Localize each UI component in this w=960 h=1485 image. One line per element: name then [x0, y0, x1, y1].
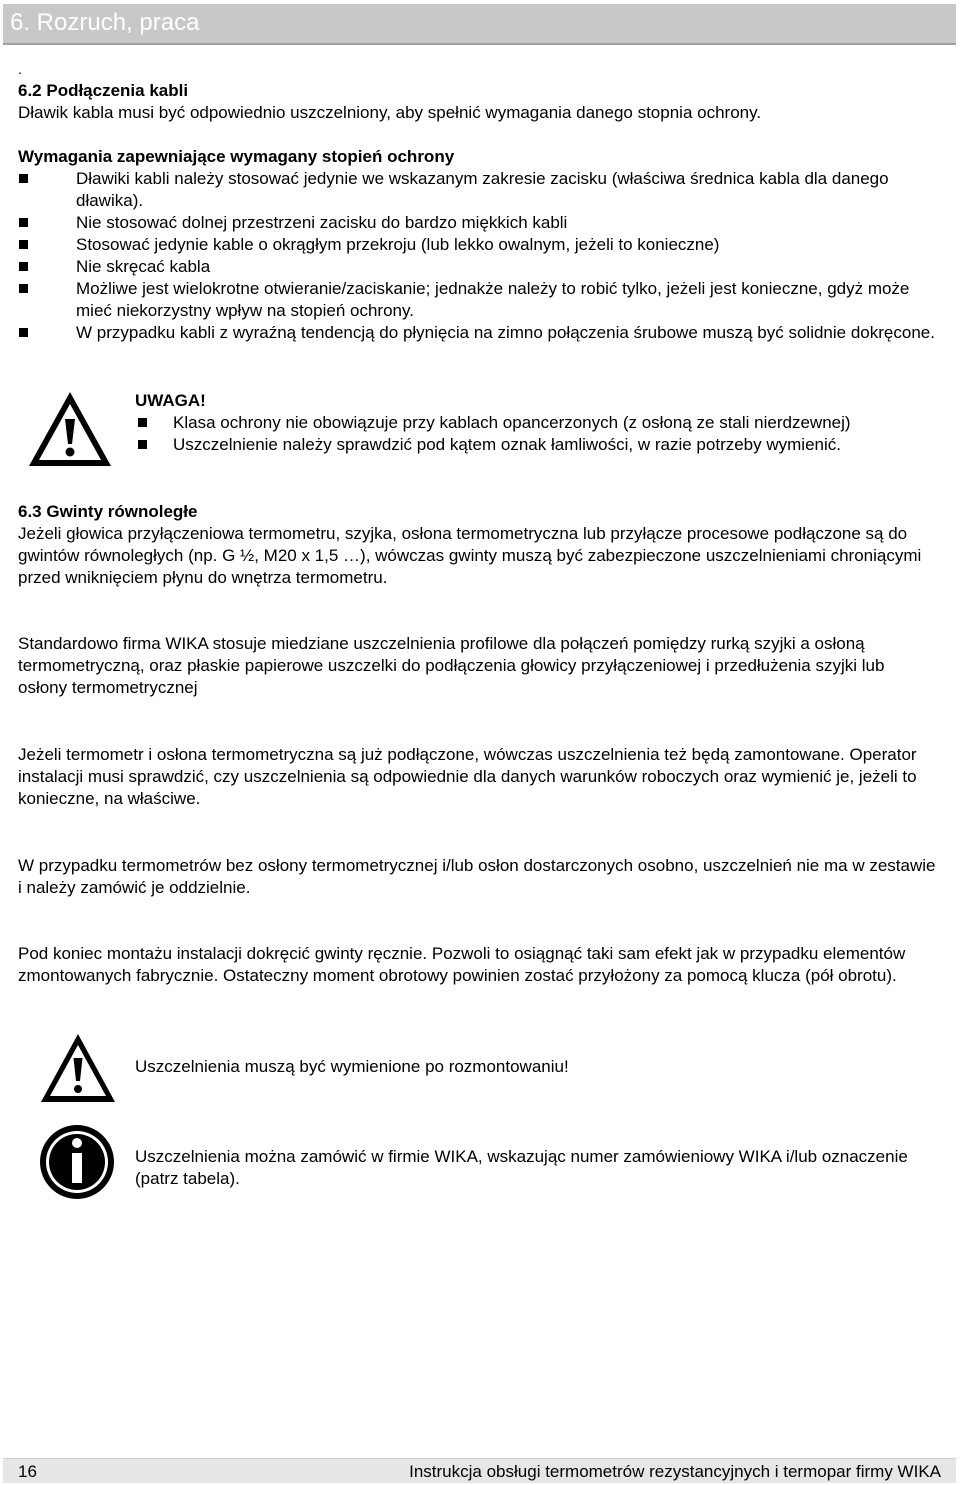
section-6-3-title: 6.3 Gwinty równoległe [18, 502, 198, 521]
warning-triangle-icon [38, 1031, 118, 1105]
paragraph: Jeżeli głowica przyłączeniowa termometru, szyjka, osłona termometryczna lub przyłącze procesowe podłączone są do gwintów równoległych (np. G ½, M20 x 1,5 …), wówczas gwinty muszą być zabezpieczone uszczelnieniami chroniącymi przed wniknięciem płynu do wnętrza termometru. [18, 524, 922, 587]
warning-title: UWAGA! [135, 391, 206, 410]
square-bullet-icon [19, 240, 28, 249]
footer-title: Instrukcja obsługi termometrów rezystancyjnych i termopar firmy WIKA [409, 1462, 941, 1481]
square-bullet-icon [19, 284, 28, 293]
paragraph: W przypadku termometrów bez osłony termometrycznej i/lub osłon dostarczonych osobno, uszczelnień nie ma w zestawie i należy zamówić je oddzielnie. [18, 856, 936, 897]
requirements-title: Wymagania zapewniające wymagany stopień ochrony [18, 147, 455, 166]
info-text: Uszczelnienia można zamówić w firmie WIKA, wskazując numer zamówieniowy WIKA i/lub oznaczenie (patrz tabela). [135, 1147, 908, 1188]
list-item: Klasa ochrony nie obowiązuje przy kablach opancerzonych (z osłoną ze stali nierdzewnej) [135, 412, 938, 434]
page-footer [3, 1458, 956, 1483]
list-item: Możliwe jest wielokrotne otwieranie/zaciskanie; jednakże należy to robić tylko, jeżeli jest konieczne, gdyż może mieć niekorzystny wpływ na stopień ochrony. [18, 278, 938, 322]
list-item: Nie skręcać kabla [18, 256, 938, 278]
list-item: W przypadku kabli z wyraźną tendencją do płynięcia na zimno połączenia śrubowe muszą być solidnie dokręcone. [18, 322, 938, 344]
paragraph: Pod koniec montażu instalacji dokręcić gwinty ręcznie. Pozwoli to osiągnąć taki sam efekt jak w przypadku elementów zmontowanych fabrycznie. Ostateczny moment obrotowy powinien zostać przyłożony za pomocą klucza (pół obrotu). [18, 944, 906, 985]
paragraph: Standardowo firma WIKA stosuje miedziane uszczelnienia profilowe dla połączeń pomiędzy rurką szyjki a osłoną termometryczną, oraz płaskie papierowe uszczelki do podłączenia głowicy przyłączeniowej i przedłużenia szyjki lub osłony termometrycznej [18, 634, 885, 697]
warning-triangle-icon [26, 389, 114, 469]
list-item: Uszczelnienie należy sprawdzić pod kątem oznak łamliwości, w razie potrzeby wymienić. [135, 434, 938, 456]
square-bullet-icon [138, 440, 147, 449]
list-item: Stosować jedynie kable o okrągłym przekroju (lub lekko owalnym, jeżeli to konieczne) [18, 234, 938, 256]
section-6-3 [18, 501, 938, 987]
square-bullet-icon [19, 328, 28, 337]
paragraph: Jeżeli termometr i osłona termometryczna są już podłączone, wówczas uszczelnienia też będą zamontowane. Operator instalacji musi sprawdzić, czy uszczelnienia są odpowiednie dla danych warunków roboczych oraz wymienić je, jeżeli to konieczne, na właściwe. [18, 745, 917, 808]
page-number: 16 [18, 1462, 37, 1481]
requirements-list [18, 168, 938, 344]
list-item: Nie stosować dolnej przestrzeni zacisku do bardzo miękkich kabli [18, 212, 938, 234]
section-header [3, 4, 956, 45]
section-6-2 [18, 61, 938, 344]
section-header-title: 6. Rozruch, praca [10, 9, 200, 36]
square-bullet-icon [19, 262, 28, 271]
square-bullet-icon [19, 218, 28, 227]
square-bullet-icon [19, 174, 28, 183]
warning-text: Uszczelnienia muszą być wymienione po rozmontowaniu! [135, 1057, 569, 1076]
section-6-2-intro: Dławik kabla musi być odpowiednio uszczelniony, aby spełnić wymagania danego stopnia ochrony. [18, 103, 762, 122]
square-bullet-icon [138, 418, 147, 427]
warning-list [135, 412, 938, 456]
info-circle-icon [38, 1123, 116, 1201]
list-item: Dławiki kabli należy stosować jedynie we wskazanym zakresie zacisku (właściwa średnica kabla dla danego dławika). [18, 168, 938, 212]
section-6-2-title: 6.2 Podłączenia kabli [18, 81, 189, 100]
stray-dot: . [18, 61, 22, 77]
warning-block-1 [135, 390, 938, 456]
